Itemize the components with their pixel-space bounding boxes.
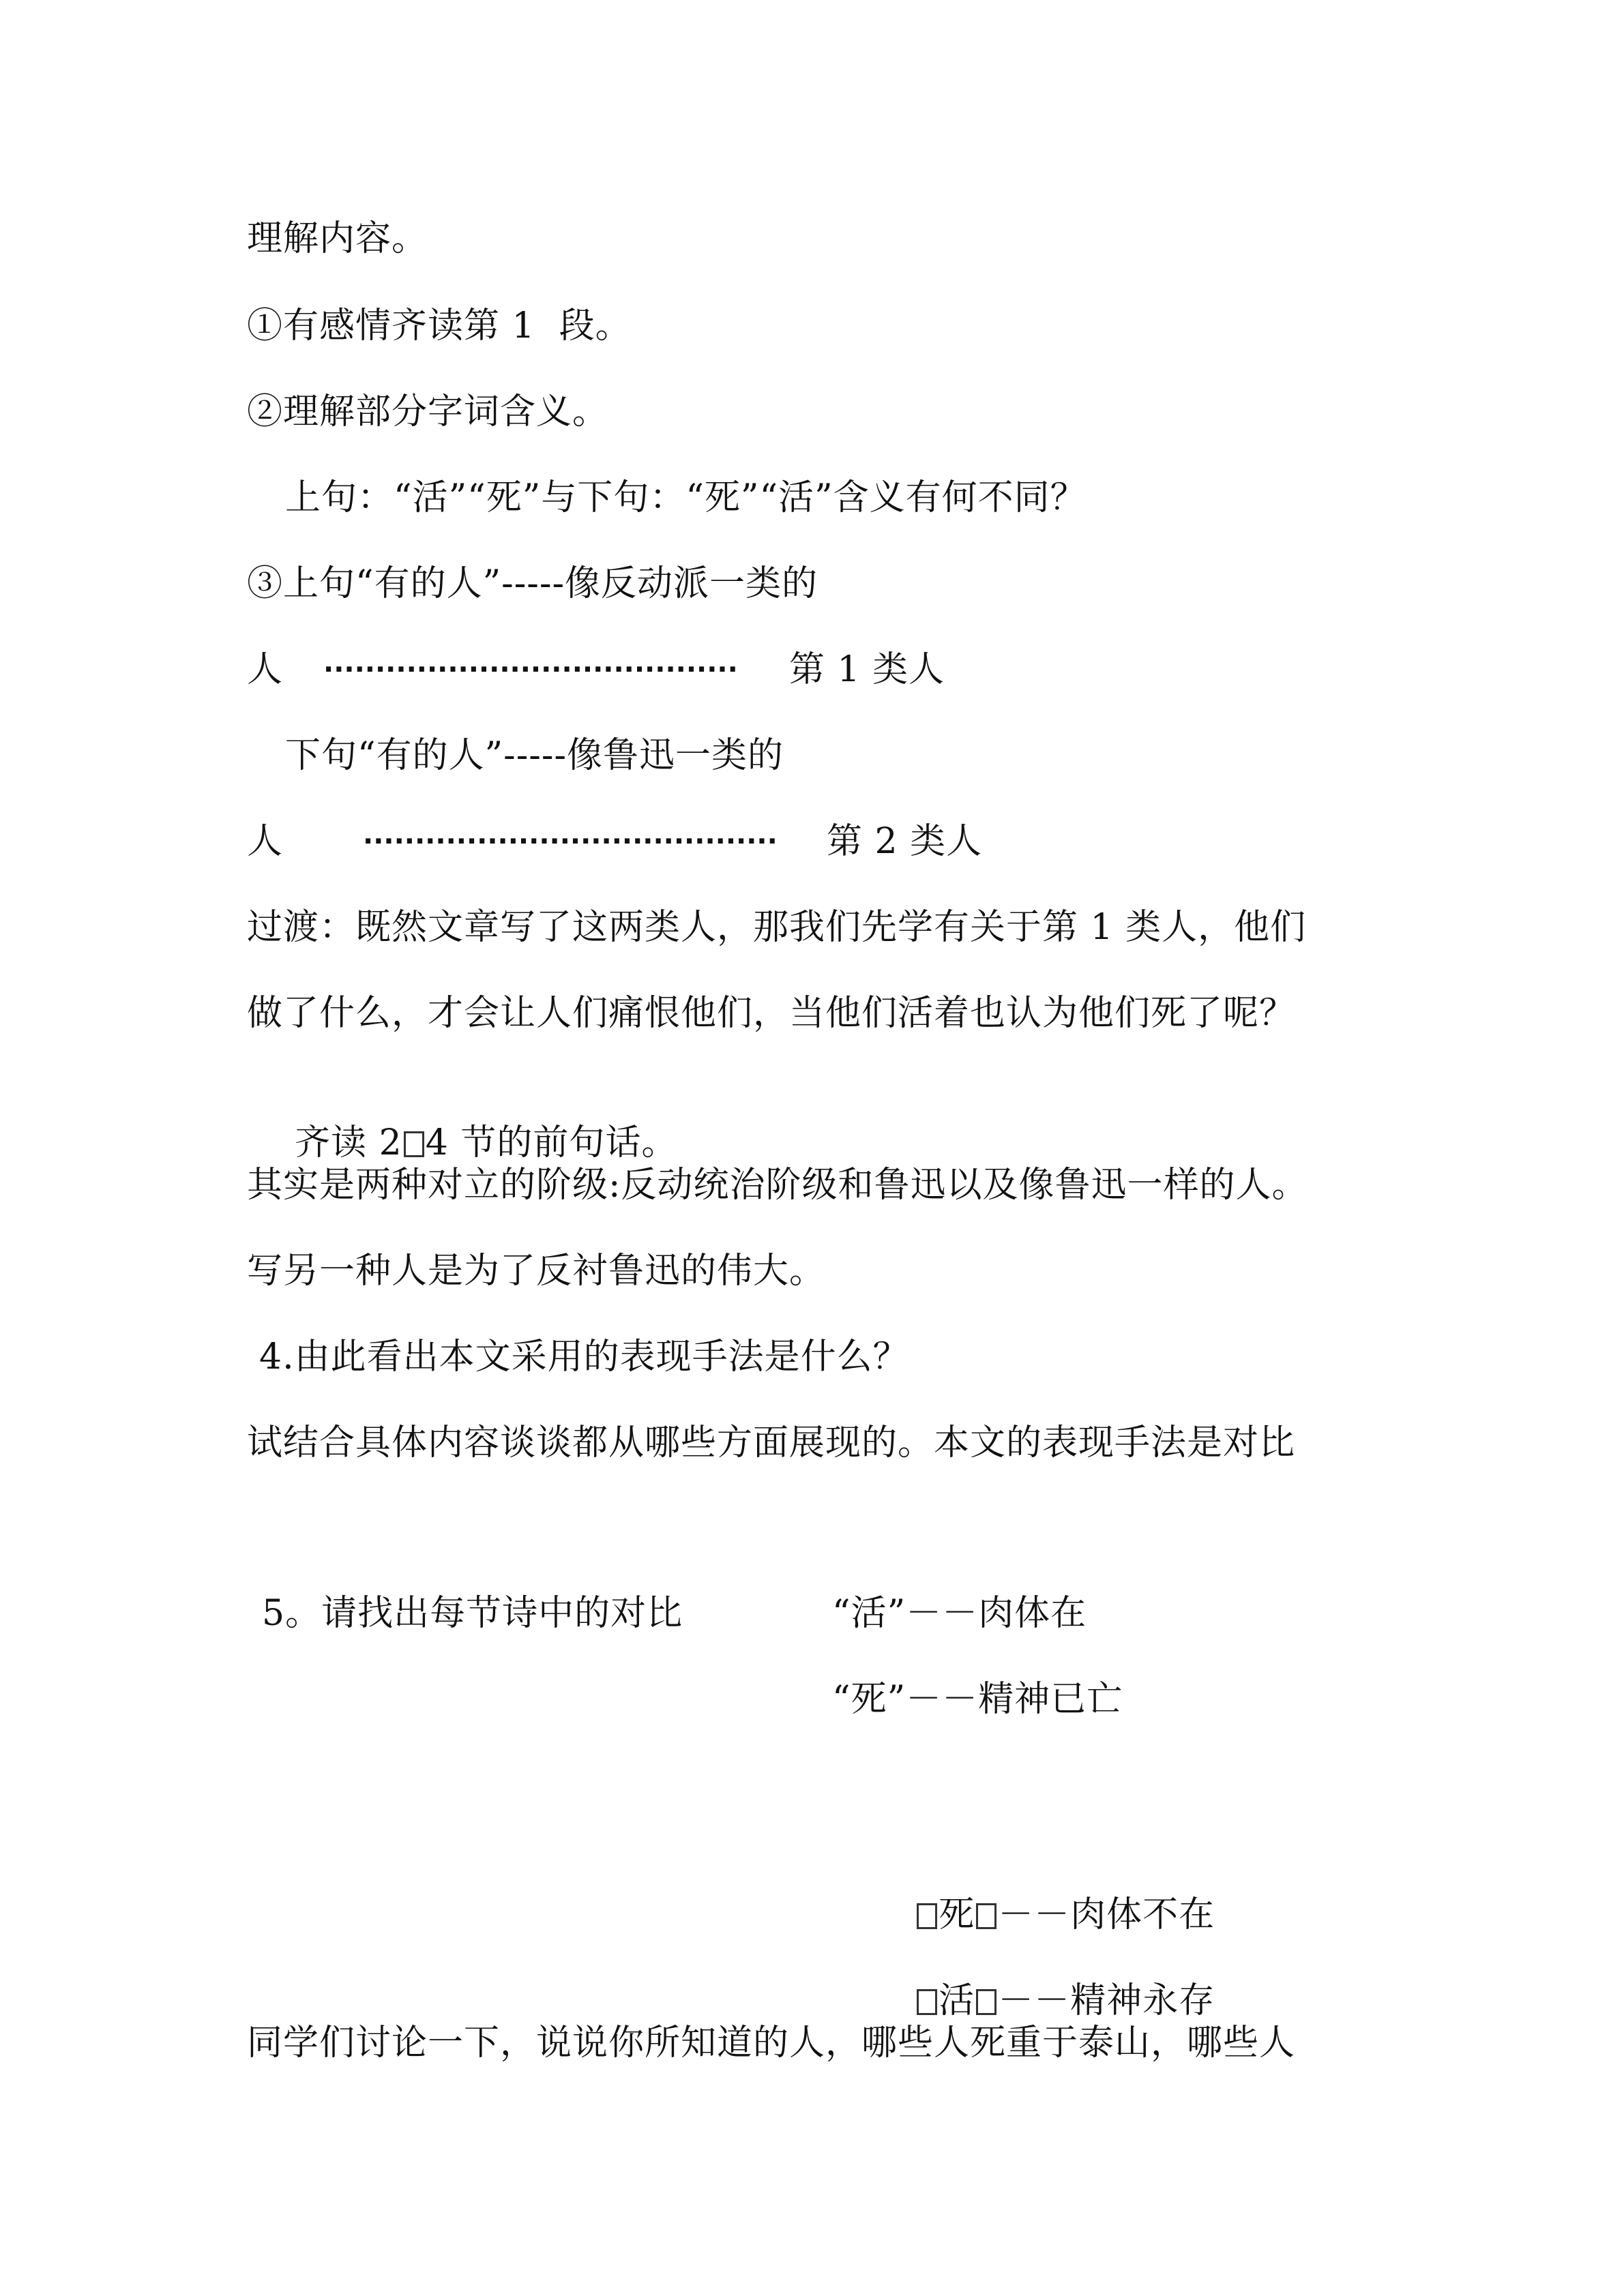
text-fragment: －－肉体不在	[998, 1894, 1215, 1935]
text-line-right: “活”－－肉体在	[832, 1593, 1087, 1634]
text-line: 4.由此看出本文采用的表现手法是什么？	[259, 1337, 909, 1377]
missing-glyph-box	[976, 1989, 996, 2015]
dot-leader: ········································	[363, 826, 778, 857]
text-fragment: 4 节的前句话。	[425, 1122, 678, 1163]
text-line: ①有感情齐读第 1 段。	[247, 305, 632, 346]
text-line: 其实是两种对立的阶级:反动统治阶级和鲁迅以及像鲁迅一样的人。	[247, 1165, 1308, 1206]
missing-glyph-box	[917, 1989, 937, 2015]
text-line-right: 第 1 类人	[789, 649, 945, 690]
text-line: 理解内容。	[247, 218, 428, 259]
text-line-right: “死”－－精神已亡	[832, 1679, 1123, 1720]
text-line: 做了什么，才会让人们痛恨他们，当他们活着也认为他们死了呢？	[247, 993, 1296, 1034]
text-line: ②理解部分字词含义。	[247, 391, 609, 432]
missing-glyph-box	[404, 1131, 424, 1157]
text-line-right: 第 2 类人	[827, 821, 983, 862]
missing-glyph-box	[917, 1903, 937, 1929]
text-line: 写另一种人是为了反衬鲁迅的伟大。	[247, 1251, 826, 1292]
text-line-left: 人	[247, 649, 284, 690]
text-line: 下句“有的人”-----像鲁迅一类的	[285, 735, 784, 776]
dot-leader: ········································	[323, 654, 738, 685]
text-line: 同学们讨论一下，说说你所知道的人，哪些人死重于泰山，哪些人	[247, 2023, 1296, 2063]
text-fragment: 死	[939, 1894, 975, 1935]
text-line-left: 人	[247, 821, 284, 862]
missing-glyph-box	[976, 1903, 996, 1929]
text-line: 上句：“活”“死”与下句：“死”“活”含义有何不同？	[285, 477, 1087, 518]
text-fragment: －－精神永存	[998, 1980, 1215, 2021]
text-line: ③上句“有的人”-----像反动派一类的	[247, 563, 818, 604]
text-line: 过渡：既然文章写了这两类人，那我们先学有关于第 1 类人，他们	[247, 907, 1307, 948]
text-line: 试结合具体内容谈谈都从哪些方面展现的。本文的表现手法是对比	[247, 1422, 1296, 1463]
text-line-left: 5。请找出每节诗中的对比	[262, 1593, 683, 1634]
text-fragment: 活	[939, 1980, 975, 2021]
text-fragment: 齐读 2	[295, 1122, 402, 1163]
